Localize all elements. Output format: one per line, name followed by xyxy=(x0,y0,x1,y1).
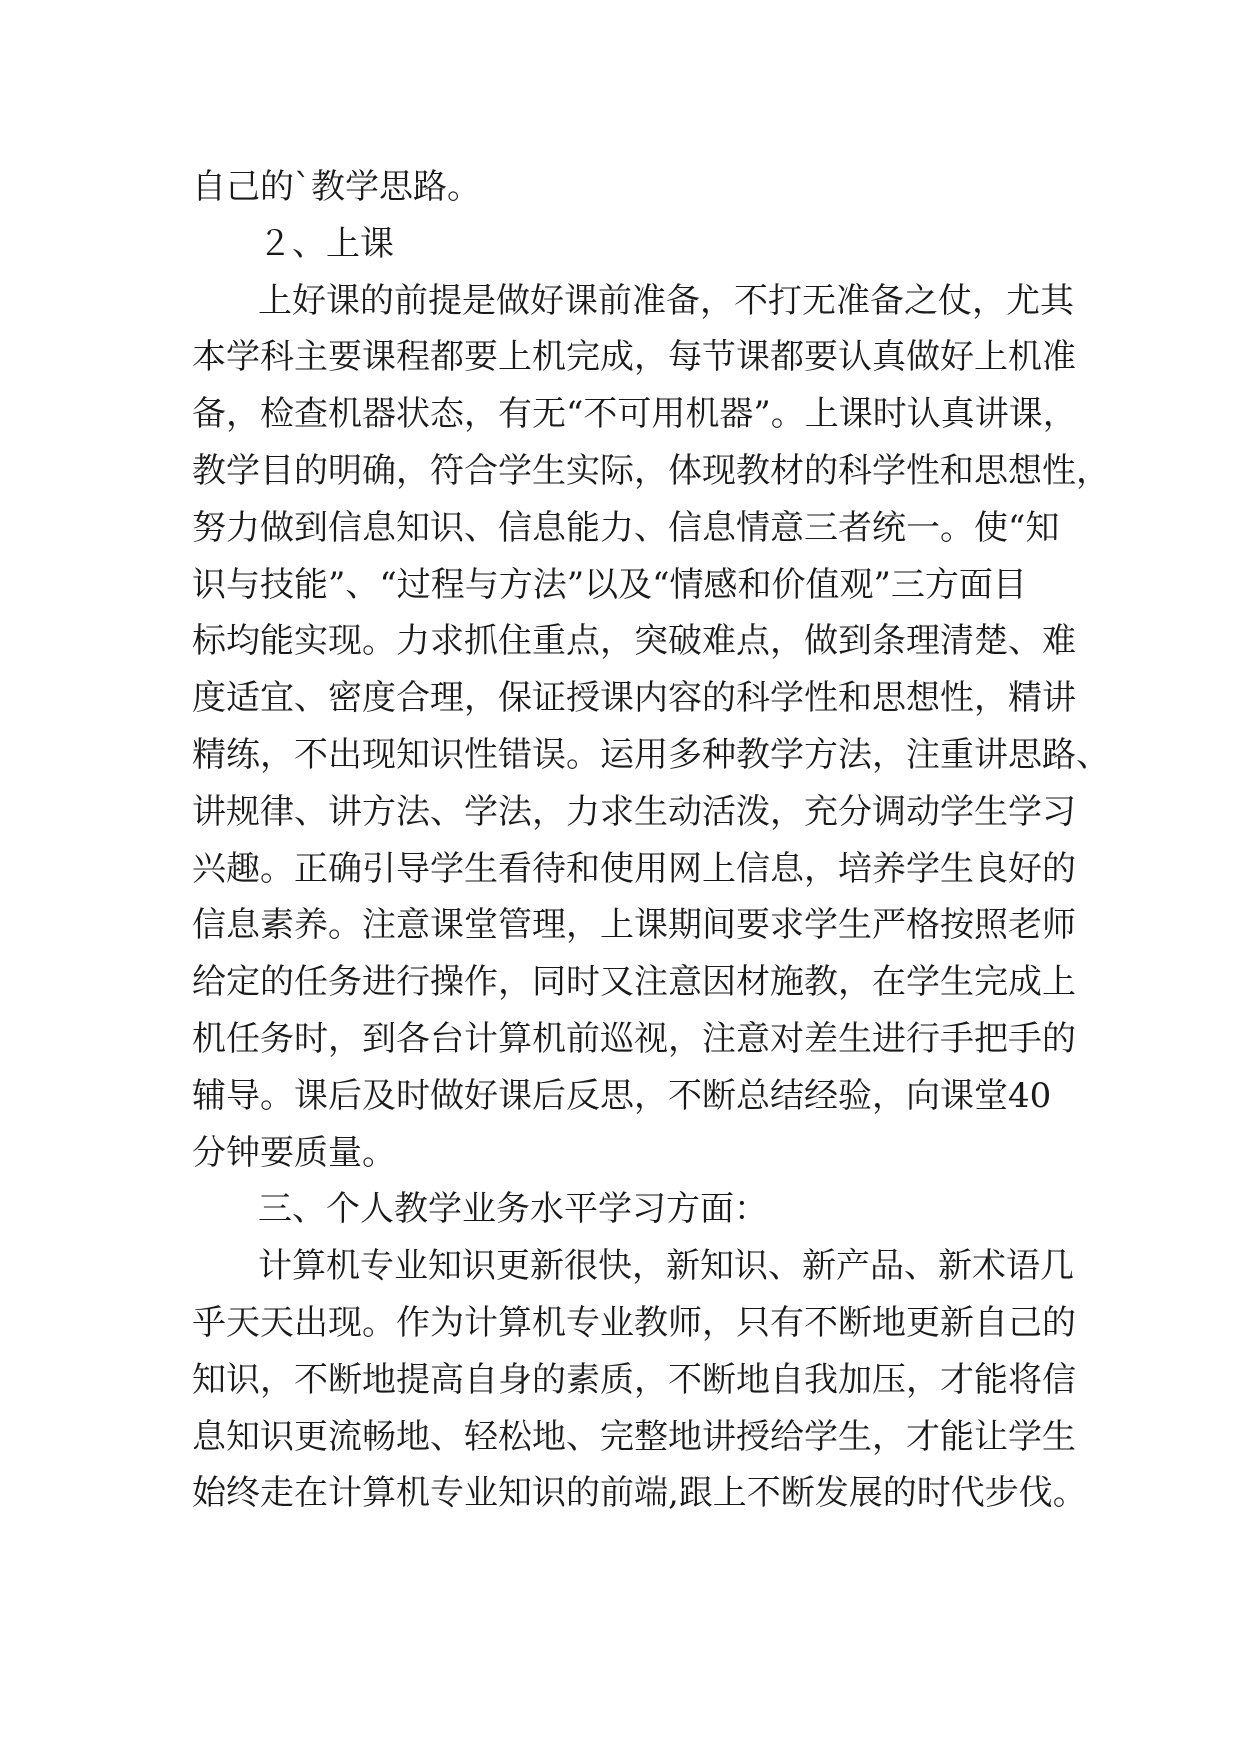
text-line: 乎天天出现。作为计算机专业教师，只有不断地更新自己的 xyxy=(192,1302,1076,1343)
text-line: 讲规律、讲方法、学法，力求生动活泼，充分调动学生学习 xyxy=(192,791,1076,832)
text-line: 知识，不断地提高自身的素质，不断地自我加压，才能将信 xyxy=(192,1359,1076,1400)
text-line: 兴趣。正确引导学生看待和使用网上信息，培养学生良好的 xyxy=(192,848,1076,889)
text-line: 信息素养。注意课堂管理，上课期间要求学生严格按照老师 xyxy=(192,905,1076,946)
text-line: 教学目的明确，符合学生实际，体现教材的科学性和思想性， xyxy=(192,450,1110,491)
text-line: 努力做到信息知识、信息能力、信息情意三者统一。使“知 xyxy=(192,507,1060,548)
text-line: 度适宜、密度合理，保证授课内容的科学性和思想性，精讲 xyxy=(192,678,1076,719)
section-heading: 三、个人教学业务水平学习方面： xyxy=(258,1189,768,1230)
text-line: 标均能实现。力求抓住重点，突破难点，做到条理清楚、难 xyxy=(192,621,1076,662)
document-body xyxy=(192,159,1110,1522)
text-line: 本学科主要课程都要上机完成，每节课都要认真做好上机准 xyxy=(192,337,1076,378)
text-line: 分钟要质量。 xyxy=(192,1132,396,1173)
text-line: 息知识更流畅地、轻松地、完整地讲授给学生，才能让学生 xyxy=(192,1416,1076,1457)
text-line: 备，检查机器状态，有无“不可用机器”。上课时认真讲课， xyxy=(192,394,1077,435)
text-line: 计算机专业知识更新很快，新知识、新产品、新术语几 xyxy=(258,1246,1074,1287)
text-line: 辅导。课后及时做好课后反思，不断总结经验，向课堂40 xyxy=(192,1075,1052,1116)
text-line: 给定的任务进行操作，同时又注意因材施教，在学生完成上 xyxy=(192,962,1076,1003)
text-line: 机任务时，到各台计算机前巡视，注意对差生进行手把手的 xyxy=(192,1018,1076,1059)
text-line: 自己的`教学思路。 xyxy=(192,167,481,207)
text-line: 始终走在计算机专业知识的前端,跟上不断发展的时代步伐。 xyxy=(192,1473,1087,1514)
text-line: 识与技能”、“过程与方法”以及“情感和价值观”三方面目 xyxy=(192,564,1027,605)
text-line: 上好课的前提是做好课前准备，不打无准备之仗，尤其 xyxy=(258,280,1074,321)
text-line: 精练，不出现知识性错误。运用多种教学方法，注重讲思路、 xyxy=(192,734,1110,775)
section-heading: ２、上课 xyxy=(258,223,394,264)
